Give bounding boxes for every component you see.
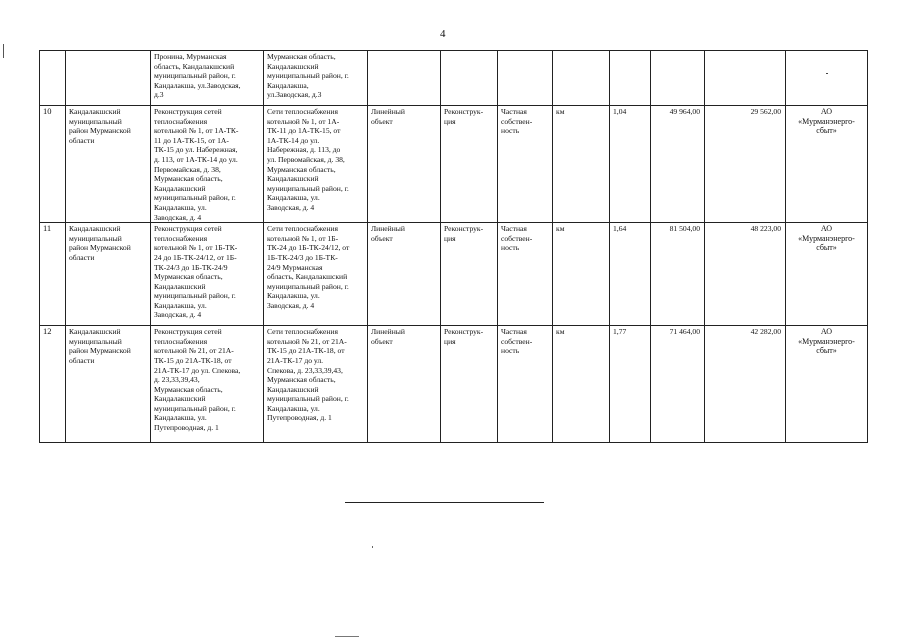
municipality-cell: Кандалакшский муниципальный район Мурманской области bbox=[66, 223, 151, 326]
unit-cell: км bbox=[553, 106, 610, 223]
ownership-cell: Частная собствен- ность bbox=[498, 106, 553, 223]
work-type-cell: Реконструк- ция bbox=[441, 223, 498, 326]
page-number: 4 bbox=[440, 28, 446, 40]
total-cost-cell: 71 464,00 bbox=[651, 326, 705, 443]
work-type-cell: Реконструк- ция bbox=[441, 326, 498, 443]
work-type-cell bbox=[441, 51, 498, 106]
length-cell: 1,04 bbox=[610, 106, 651, 223]
total-cost-cell bbox=[651, 51, 705, 106]
funding-cell bbox=[705, 51, 786, 106]
row-number: 12 bbox=[40, 326, 66, 443]
total-cost-cell: 49 964,00 bbox=[651, 106, 705, 223]
object-name-cell: Сети теплоснабжения котельной № 21, от 21А- ТК-15 до 21А-ТК-18, от 21А-ТК-17 до ул. Спекова, д. 23,33,39,43, Мурманская область, Кандалакшский муниципальный район, г. Кандалакша, ул. Путепроводная, д. 1 bbox=[264, 326, 368, 443]
total-cost-cell: 81 504,00 bbox=[651, 223, 705, 326]
length-cell: 1,77 bbox=[610, 326, 651, 443]
table-row bbox=[40, 51, 868, 106]
organization-cell bbox=[786, 51, 868, 106]
funding-cell: 42 282,00 bbox=[705, 326, 786, 443]
row-number: 10 bbox=[40, 106, 66, 223]
ownership-cell: Частная собствен- ность bbox=[498, 223, 553, 326]
object-type-cell: Линейный объект bbox=[368, 106, 441, 223]
project-name-cell: Пронина, Мурманская область, Кандалакшский муниципальный район, г. Кандалакша, ул.Заводская, д.3 bbox=[151, 51, 264, 106]
municipality-cell bbox=[66, 51, 151, 106]
funding-cell: 29 562,00 bbox=[705, 106, 786, 223]
table-row bbox=[40, 223, 868, 326]
organization-cell: АО «Мурманэнерго- сбыт» bbox=[786, 223, 868, 326]
scan-speck bbox=[335, 636, 359, 637]
object-name-cell: Сети теплоснабжения котельной № 1, от 1Б- ТК-24 до 1Б-ТК-24/12, от 1Б-ТК-24/3 до 1Б-ТК- 24/9 Мурманская область, Кандалакшский муниципальный район, г. Кандалакша, ул. Заводская, д. 4 bbox=[264, 223, 368, 326]
work-type-cell: Реконструк- ция bbox=[441, 106, 498, 223]
unit-cell: км bbox=[553, 223, 610, 326]
object-name-cell: Сети теплоснабжения котельной № 1, от 1А- ТК-11 до 1А-ТК-15, от 1А-ТК-14 до ул. Набережная, д. 113, до ул. Первомайская, д. 38, Мурманская область, Кандалакшский муниципальный район, г. Кандалакша, ул. Заводская, д. 4 bbox=[264, 106, 368, 223]
project-name-cell: Реконструкция сетей теплоснабжения котельной № 1, от 1А-ТК- 11 до 1А-ТК-15, от 1А- ТК-15 до ул. Набережная, д. 113, от 1А-ТК-14 до ул. Первомайская, д. 38, Мурманская область, Кандалакшский муниципальный район, г. Кандалакша, ул. Заводская, д. 4 bbox=[151, 106, 264, 223]
end-of-table-rule bbox=[345, 502, 544, 503]
municipality-cell: Кандалакшский муниципальный район Мурманской области bbox=[66, 326, 151, 443]
project-name-cell: Реконструкция сетей теплоснабжения котельной № 21, от 21А- ТК-15 до 21А-ТК-18, от 21А-ТК-17 до ул. Спекова, д. 23,33,39,43, Мурманская область, Кандалакшский муниципальный район, г. Кандалакша, ул. Путепроводная, д. 1 bbox=[151, 326, 264, 443]
object-type-cell bbox=[368, 51, 441, 106]
length-cell: 1,64 bbox=[610, 223, 651, 326]
organization-cell: АО «Мурманэнерго- сбыт» bbox=[786, 106, 868, 223]
row-number: 11 bbox=[40, 223, 66, 326]
object-type-cell: Линейный объект bbox=[368, 223, 441, 326]
municipality-cell: Кандалакшский муниципальный район Мурманской области bbox=[66, 106, 151, 223]
unit-cell: км bbox=[553, 326, 610, 443]
funding-cell: 48 223,00 bbox=[705, 223, 786, 326]
ownership-cell: Частная собствен- ность bbox=[498, 326, 553, 443]
margin-mark bbox=[3, 44, 4, 58]
project-name-cell: Реконструкция сетей теплоснабжения котельной № 1, от 1Б-ТК- 24 до 1Б-ТК-24/12, от 1Б- ТК-24/3 до 1Б-ТК-24/9 Мурманская область, Кандалакшский муниципальный район, г. Кандалакша, ул. Заводская, д. 4 bbox=[151, 223, 264, 326]
scan-speck bbox=[372, 546, 373, 548]
table-row bbox=[40, 106, 868, 223]
investment-program-table bbox=[39, 50, 868, 443]
object-name-cell: Мурманская область, Кандалакшский муниципальный район, г. Кандалакша, ул.Заводская, д.3 bbox=[264, 51, 368, 106]
scan-speck bbox=[826, 73, 828, 74]
object-type-cell: Линейный объект bbox=[368, 326, 441, 443]
ownership-cell bbox=[498, 51, 553, 106]
length-cell bbox=[610, 51, 651, 106]
table-row bbox=[40, 326, 868, 443]
unit-cell bbox=[553, 51, 610, 106]
row-number bbox=[40, 51, 66, 106]
organization-cell: АО «Мурманэнерго- сбыт» bbox=[786, 326, 868, 443]
